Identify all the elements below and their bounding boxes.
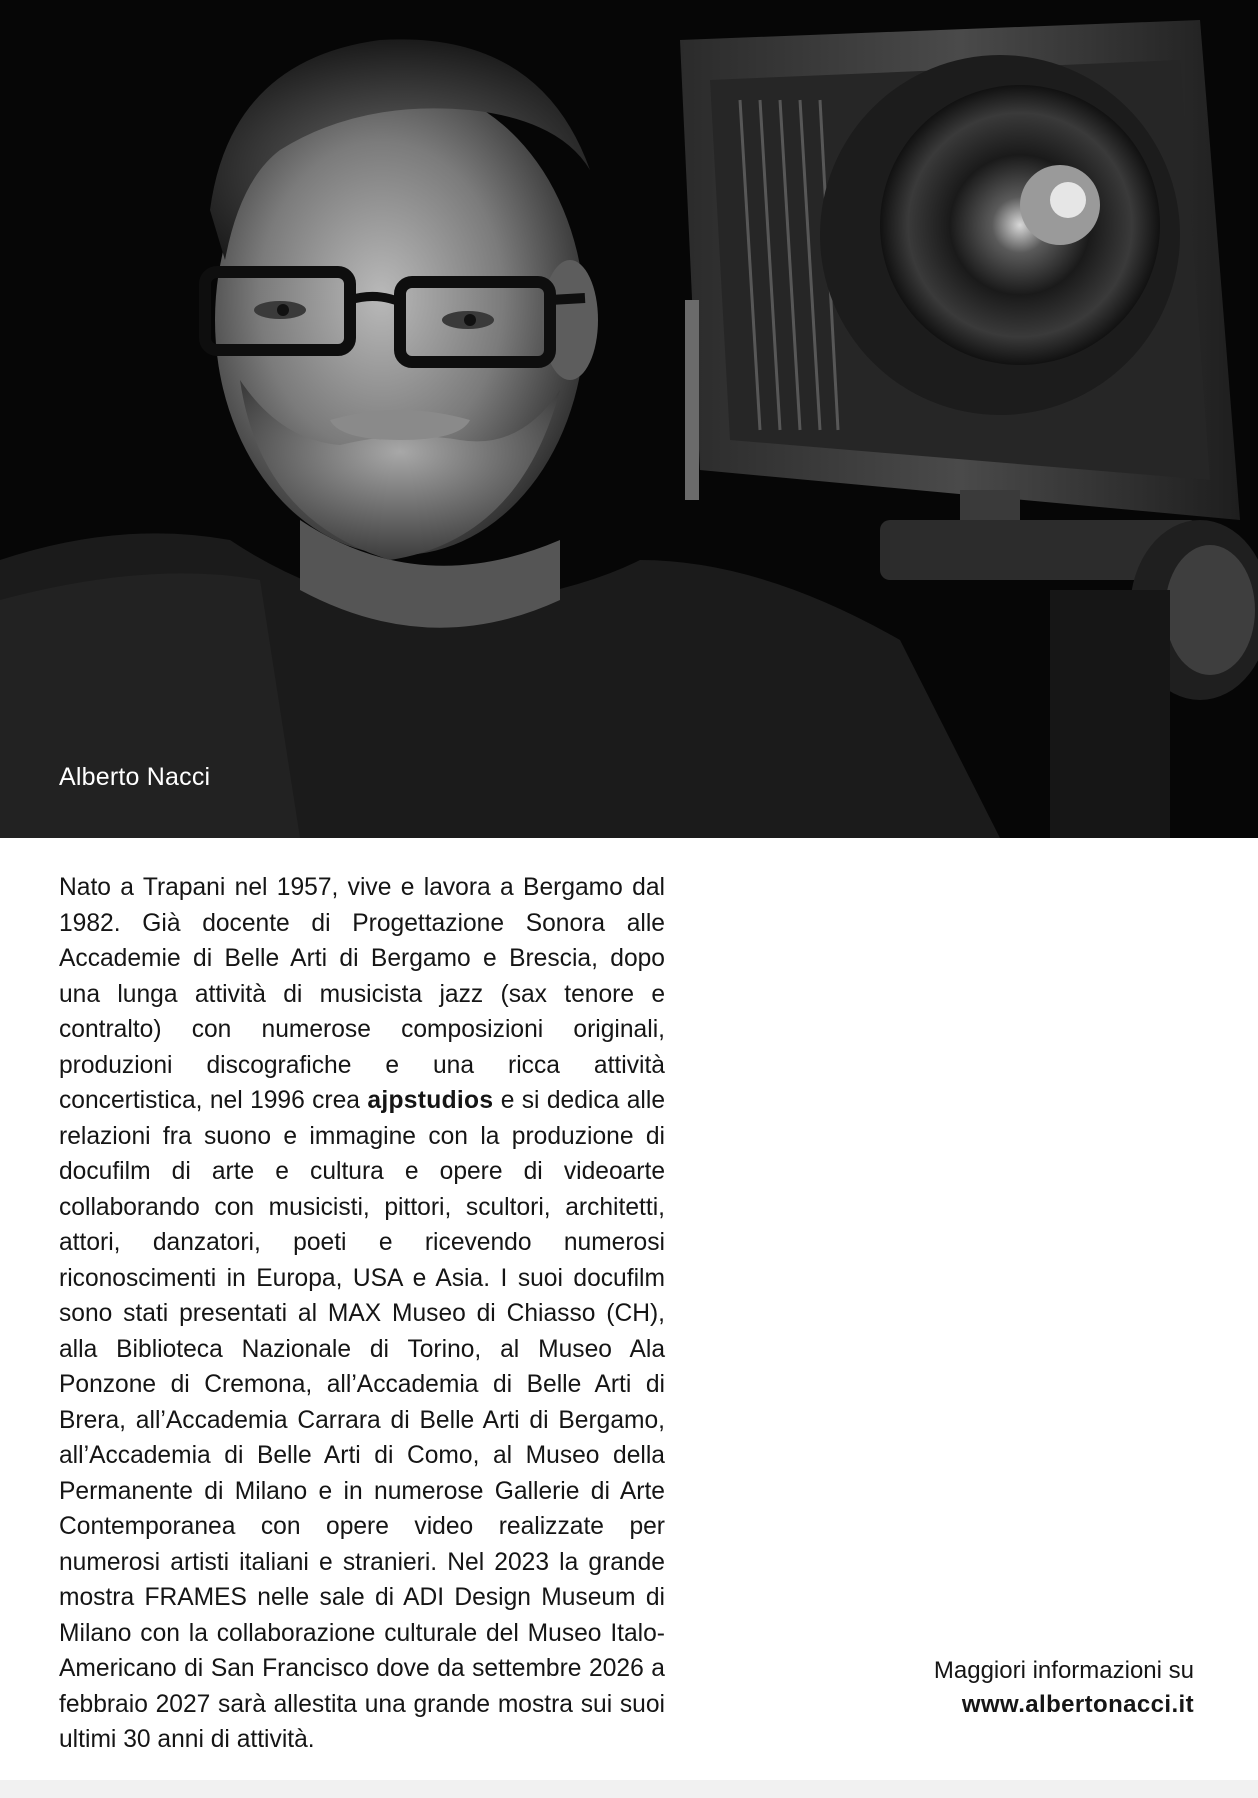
bio-text-part2: e si dedica alle relazioni fra suono e immagine con la produzione di docufilm di arte e cultura e opere di videoarte collaborando con musicisti, pittori, scultori, architetti, attori, danzatori, poeti e ricevendo numerosi riconoscimenti in Europa, USA e Asia. I suoi docufilm sono stati presentati al MAX Museo di Chiasso (CH), alla Biblioteca Nazionale di Torino, al Museo Ala Ponzone di Cremona, all’Accademia di Belle Arti di Brera, all’Accademia Carrara di Belle Arti di Bergamo, all’Accademia di Belle Arti di Como, al Museo della Permanente di Milano e in numerose Gallerie di Arte Contemporanea con opere video realizzate per numerosi artisti italiani e stranieri. Nel 2023 la grande mostra FRAMES nelle sale di ADI Design Museum di Milano con la collaborazione culturale del Museo Italo-Americano di San Francisco dove da settembre 2026 a febbraio 2027 sarà allestita una grande mostra sui suoi ultimi 30 anni di attività. (59, 1087, 665, 1753)
photo-caption: Alberto Nacci (59, 763, 211, 791)
bio-text-part1: Nato a Trapani nel 1957, vive e lavora a Bergamo dal 1982. Già docente di Progettazione Sonora alle Accademie di Belle Arti di Bergamo e Brescia, dopo una lunga attività di musicista jazz (sax tenore e contralto) con numerose composizioni originali, produzioni discografiche e una ricca attività concertistica, nel 1996 crea (59, 874, 665, 1114)
biography-text (59, 870, 665, 1758)
portrait-photo (0, 0, 1258, 838)
page-bottom-edge (0, 1780, 1258, 1798)
website-link[interactable]: www.albertonacci.it (961, 1691, 1194, 1718)
more-info-label: Maggiori informazioni su (933, 1657, 1194, 1684)
more-info-block (934, 1654, 1194, 1722)
studio-brand-name: ajpstudios (367, 1087, 494, 1114)
portrait-illustration (0, 0, 1258, 838)
